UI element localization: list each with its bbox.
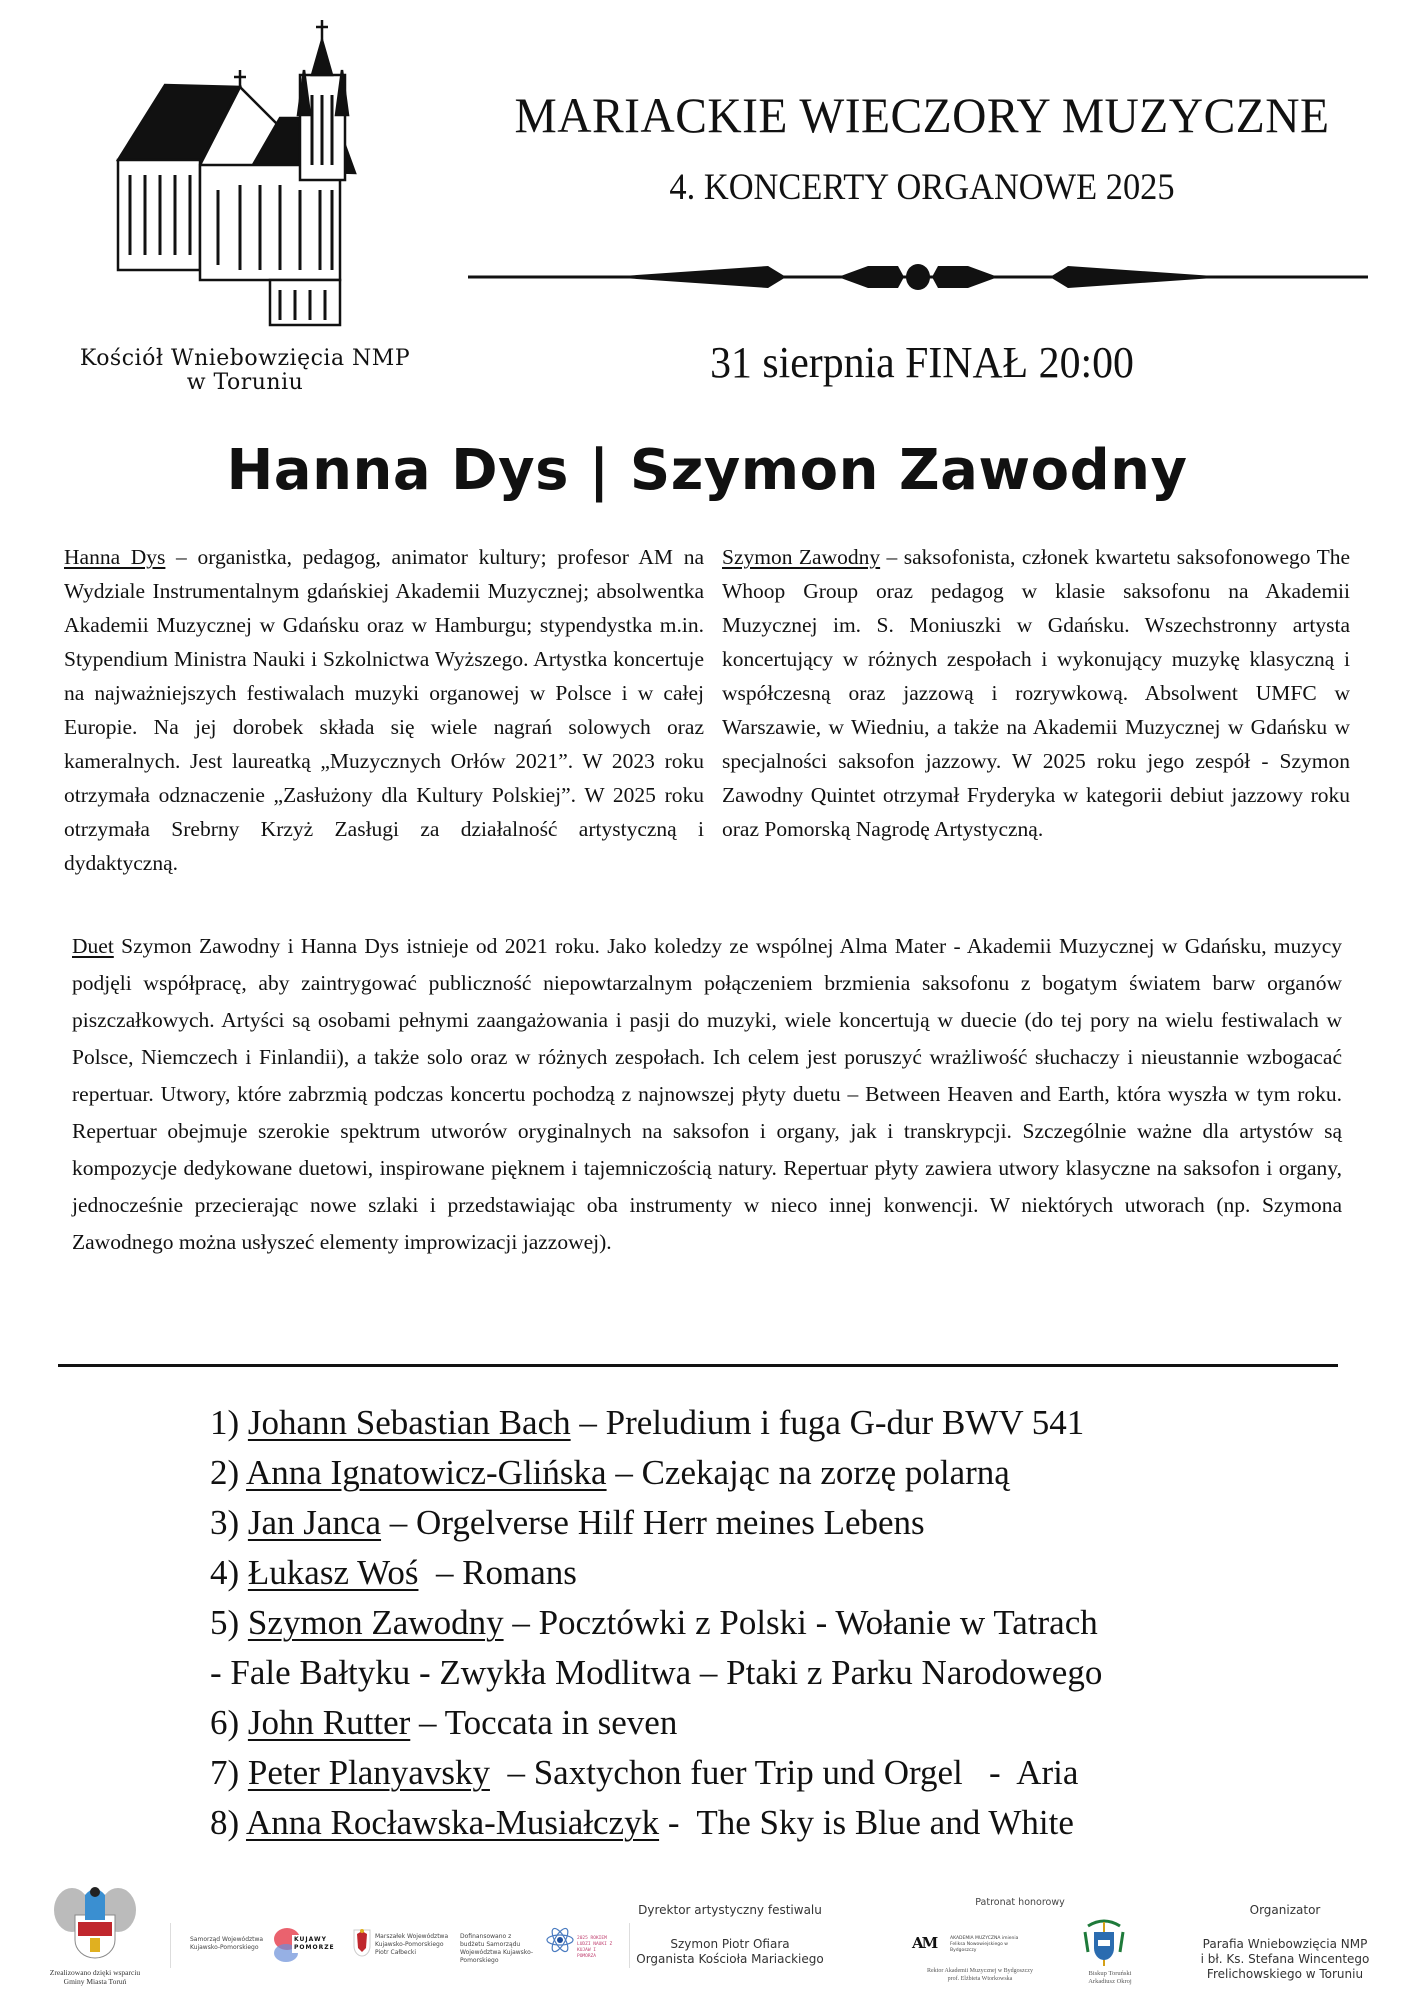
footer-separator <box>170 1923 171 1968</box>
program-work: – Orgelverse Hilf Herr meines Lebens <box>381 1503 925 1542</box>
bio-szymon-zawodny <box>722 540 1350 846</box>
director-role: Organista Kościoła Mariackiego <box>636 1952 824 1966</box>
kujawy-pomorze-logo <box>272 1925 342 1965</box>
kujawy-text: KUJAWY <box>294 1936 327 1943</box>
church-caption <box>30 347 460 395</box>
organizer-line1: Parafia Wniebowzięcia NMP <box>1202 1937 1368 1951</box>
program-composer: Jan Janca <box>247 1503 382 1542</box>
torun-support-caption <box>30 1968 160 1986</box>
atom-logo-icon <box>545 1924 575 1956</box>
am-caption-line2: prof. Elżbieta Wtorkowska <box>947 1976 1013 1982</box>
sponsor-rok-ludzi-nauki: 2025 ROKIEM LUDZI NAUKI Z KUJAW I POMORZA <box>577 1936 613 1959</box>
organizer-line2: i bł. Ks. Stefana Wincentego <box>1200 1952 1370 1966</box>
program-item <box>210 1548 1310 1598</box>
program-work: – Romans <box>418 1553 577 1592</box>
program-number: 4) <box>210 1553 248 1592</box>
concert-program <box>210 1398 1310 1848</box>
church-illustration <box>100 15 400 330</box>
program-work: - The Sky is Blue and White <box>659 1803 1074 1842</box>
program-work: - Fale Bałtyku - Zwykła Modlitwa – Ptaki z Parku Narodowego <box>210 1653 1103 1692</box>
program-number: 6) <box>210 1703 248 1742</box>
program-number: 8) <box>210 1803 246 1842</box>
bio-name: Hanna Dys <box>64 545 166 569</box>
program-work: – Pocztówki z Polski - Wołanie w Tatrach <box>503 1603 1098 1642</box>
program-work: – Preludium i fuga G-dur BWV 541 <box>570 1403 1085 1442</box>
program-item <box>210 1448 1310 1498</box>
program-item <box>210 1498 1310 1548</box>
bio-text: – saksofonista, członek kwartetu saksofonowego The Whoop Group oraz pedagog w klasie saksofonu na Akademii Muzycznej im. S. Moniuszki w Gdańsku. Wszechstronny artysta koncertujący w różnych zespołach i wykonujący muzykę klasyczną i współczesną oraz jazzową i rozrywkową. Absolwent UMFC w Warszawie, w Wiedniu, a także na Akademii Muzycznej w Gdańsku w specjalności saksofon jazzowy. W 2025 roku jego zespół - Szymon Zawodny Quintet otrzymał Fryderyka w kategorii debiut jazzowy roku oraz Pomorską Nagrodę Artystyczną. <box>722 545 1350 841</box>
program-item <box>210 1798 1310 1848</box>
bishop-coat-of-arms-icon <box>1082 1918 1126 1968</box>
organizer-label: Organizator <box>1249 1903 1321 1917</box>
bio-hanna-dys <box>64 540 704 880</box>
program-work: – Saxtychon fuer Trip und Orgel - Aria <box>489 1753 1079 1792</box>
church-caption-line1: Kościół Wniebowzięcia NMP <box>79 346 411 371</box>
am-rector-caption <box>900 1967 1060 1983</box>
program-item <box>210 1698 1310 1748</box>
program-number: 2) <box>210 1453 246 1492</box>
sponsor-samorzad: Samorząd Województwa Kujawsko-Pomorskiego <box>190 1936 264 1951</box>
program-composer: Anna Ignatowicz-Glińska <box>245 1453 607 1492</box>
section-divider <box>58 1364 1338 1367</box>
program-composer: John Rutter <box>247 1703 411 1742</box>
program-number: 3) <box>210 1503 248 1542</box>
director-block <box>600 1937 860 1967</box>
duet-description <box>72 928 1342 1261</box>
bishop-caption <box>1070 1970 1150 1986</box>
program-number: 7) <box>210 1753 248 1792</box>
bishop-caption-line1: Biskup Toruński <box>1088 1970 1132 1977</box>
program-item <box>210 1748 1310 1798</box>
program-work: – Toccata in seven <box>410 1703 678 1742</box>
concert-date: 31 sierpnia FINAŁ 20:00 <box>710 338 1134 387</box>
program-number: 1) <box>210 1403 248 1442</box>
torun-caption-line1: Zrealizowano dzięki wsparciu <box>49 1968 141 1977</box>
sponsor-dofinansowano: Dofinansowano z budżetu Samorządu Województwa Kujawsko-Pomorskiego <box>460 1933 534 1964</box>
sponsor-marszalek: Marszałek Województwa Kujawsko-Pomorskiego Piotr Całbecki <box>375 1933 449 1956</box>
duet-lead: Duet <box>72 934 114 958</box>
festival-subtitle: 4. KONCERTY ORGANOWE 2025 <box>669 167 1175 208</box>
program-composer: Johann Sebastian Bach <box>247 1403 571 1442</box>
program-composer: Peter Planyavsky <box>247 1753 490 1792</box>
bishop-caption-line2: Arkadiusz Okroj <box>1088 1978 1132 1985</box>
patronat-label: Patronat honorowy <box>975 1897 1065 1908</box>
program-work: – Czekając na zorzę polarną <box>606 1453 1010 1492</box>
church-caption-line2: w Toruniu <box>186 370 304 395</box>
torun-caption-line2: Gminy Miasta Toruń <box>63 1977 127 1986</box>
program-number: 5) <box>210 1603 248 1642</box>
wojewodztwo-crest-icon <box>352 1928 372 1958</box>
organizer-block <box>1170 1937 1400 1982</box>
program-composer: Łukasz Woś <box>247 1553 419 1592</box>
director-label: Dyrektor artystyczny festiwalu <box>638 1903 822 1917</box>
program-item-continuation <box>210 1648 1310 1698</box>
am-logo-mark-icon: AM <box>912 1934 937 1952</box>
organizer-line3: Frelichowskiego w Toruniu <box>1206 1967 1364 1981</box>
bio-name: Szymon Zawodny <box>722 545 881 569</box>
program-item <box>210 1598 1310 1648</box>
program-item <box>210 1398 1310 1448</box>
duet-text: Szymon Zawodny i Hanna Dys istnieje od 2021 roku. Jako koledzy ze wspólnej Alma Mater - Akademii Muzycznej w Gdańsku, muzycy podjęli współpracę, aby zaintrygować publiczność niepowtarzalnym połączeniem brzmienia saksofonu z bogatym światem barw organów piszczałkowych. Artyści są osobami pełnymi zaangażowania i pasji do muzyki, wiele koncertują w duecie (do tej pory na wielu festiwalach w Polsce, Niemczech i Finlandii), a także solo oraz w różnych zespołach. Ich celem jest poruszyć wrażliwość słuchaczy i nieustannie wzbogacać repertuar. Utwory, które zabrzmią podczas koncertu pochodzą z najnowszej płyty duetu – Between Heaven and Earth, która wyszła w tym roku. Repertuar obejmuje szerokie spektrum utworów oryginalnych na saksofon i organy, jak i transkrypcji. Szczególnie ważne dla artystów są kompozycje dedykowane duetowi, inspirowane pięknem i tajemniczością natury. Repertuar płyty zawiera utwory klasyczne na saksofon i organy, jednocześnie przecierając nowe szlaki i przedstawiając oba instrumenty w nieco innej konwencji. W niektórych utworach (np. Szymona Zawodnego można usłyszeć elementy improwizacji jazzowej). <box>72 934 1342 1254</box>
director-name: Szymon Piotr Ofiara <box>670 1937 790 1951</box>
performers-title: Hanna Dys | Szymon Zawodny <box>226 438 1188 503</box>
pomorze-text: POMORZE <box>294 1944 335 1951</box>
torun-crest-logo <box>50 1880 140 1960</box>
am-logo-text: AKADEMIA MUZYCZNA imienia Feliksa Nowowiejskiego w Bydgoszczy <box>950 1936 1019 1953</box>
program-composer: Anna Rocławska-Musiałczyk <box>245 1803 660 1842</box>
program-composer: Szymon Zawodny <box>247 1603 504 1642</box>
ornamental-divider <box>468 255 1368 295</box>
am-caption-line1: Rektor Akademii Muzycznej w Bydgoszczy <box>927 1968 1033 1974</box>
bio-text: – organistka, pedagog, animator kultury; profesor AM na Wydziale Instrumentalnym gdańskiej Akademii Muzycznej; absolwentka Akademii Muzycznej w Gdańsku oraz w Hamburgu; stypendystka m.in. Stypendium Ministra Nauki i Szkolnictwa Wyższego. Artystka koncertuje na najważniejszych festiwalach muzyki organowej w Polsce i w całej Europie. Na jej dorobek składa się wiele nagrań solowych oraz kameralnych. Jest laureatką „Muzycznych Orłów 2021”. W 2023 roku otrzymała odznaczenie „Zasłużony dla Kultury Polskiej”. W 2025 roku otrzymała Srebrny Krzyż Zasługi za działalność artystyczną i dydaktyczną. <box>64 545 704 875</box>
festival-title: MARIACKIE WIECZORY MUZYCZNE <box>514 87 1330 143</box>
